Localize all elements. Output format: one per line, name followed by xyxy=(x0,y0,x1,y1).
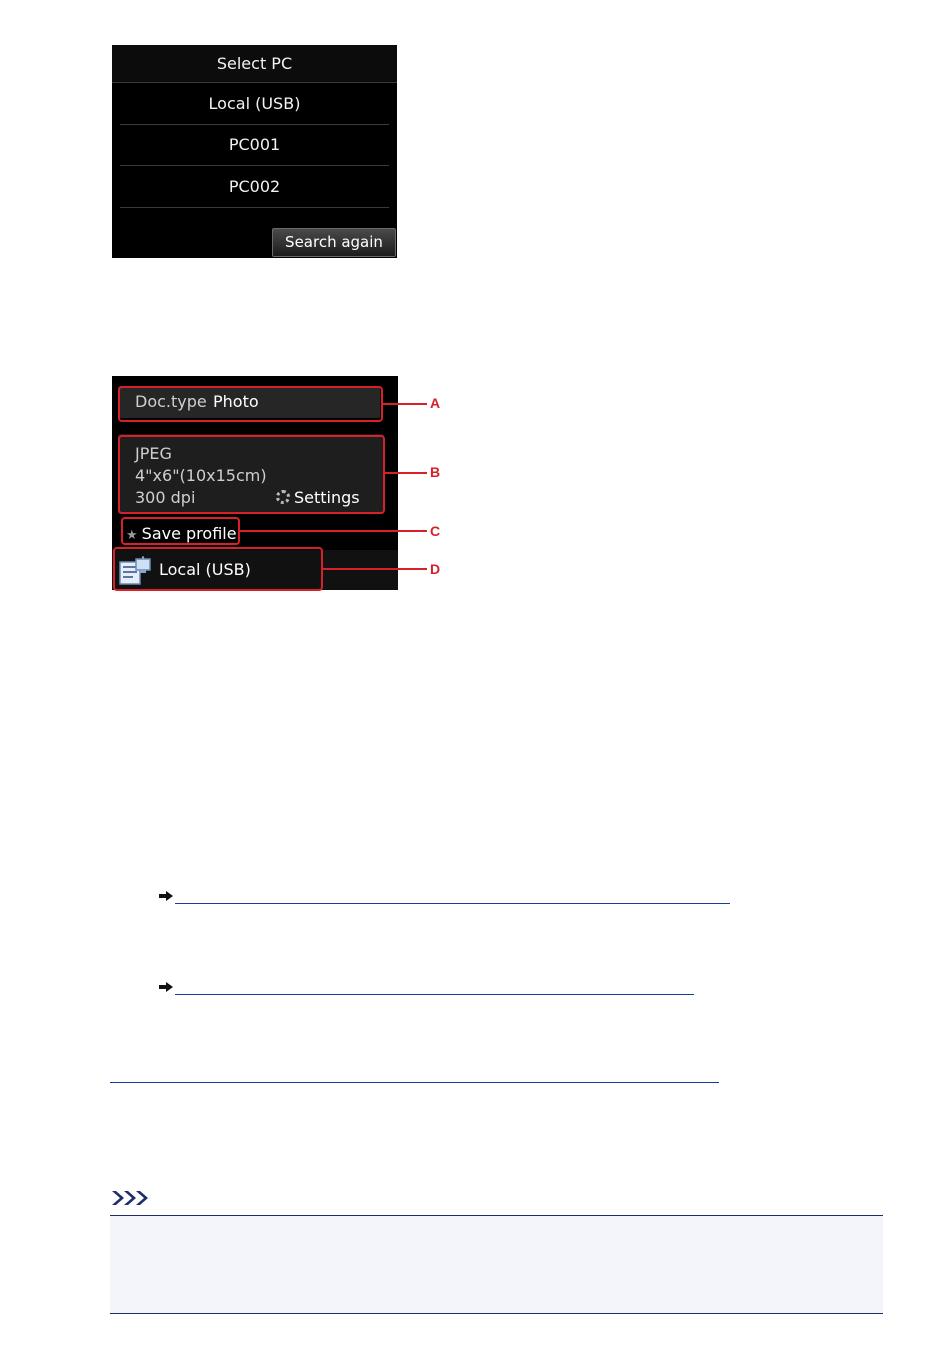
settings-label: Settings xyxy=(294,488,360,507)
link-1[interactable] xyxy=(175,903,730,904)
note-box xyxy=(110,1215,883,1314)
callout-box-c xyxy=(121,517,240,545)
callout-letter-a: A xyxy=(430,395,441,411)
callout-line-c xyxy=(240,530,427,532)
select-pc-title: Select PC xyxy=(112,45,397,83)
star-icon: ★ xyxy=(126,528,138,543)
note-chevrons-icon xyxy=(110,1189,154,1207)
format-text: JPEG xyxy=(135,444,172,463)
pc-item-pc001[interactable]: PC001 xyxy=(120,125,389,166)
save-profile-label: Save profile xyxy=(141,524,237,543)
callout-letter-b: B xyxy=(430,464,441,480)
search-again-button[interactable]: Search again xyxy=(272,228,396,257)
size-text: 4"x6"(10x15cm) xyxy=(135,466,267,485)
doc-type-label: Doc.type xyxy=(135,392,207,411)
resolution-text: 300 dpi xyxy=(135,488,196,507)
callout-line-a xyxy=(383,403,427,405)
arrow-right-icon xyxy=(158,981,174,993)
link-3[interactable] xyxy=(110,1082,719,1083)
callout-line-d xyxy=(323,568,427,570)
callout-letter-c: C xyxy=(430,523,441,539)
callout-line-b xyxy=(385,472,427,474)
callout-box-b xyxy=(118,435,385,514)
pc-item-local-usb[interactable]: Local (USB) xyxy=(120,84,389,125)
destination-label: Local (USB) xyxy=(159,560,251,579)
select-pc-screen xyxy=(112,45,397,258)
arrow-right-icon xyxy=(158,890,174,902)
doc-type-value: Photo xyxy=(213,392,259,411)
callout-letter-d: D xyxy=(430,561,441,577)
callout-box-a xyxy=(118,386,383,422)
callout-box-d xyxy=(113,547,323,591)
pc-item-pc002[interactable]: PC002 xyxy=(120,167,389,208)
link-2[interactable] xyxy=(175,994,694,995)
